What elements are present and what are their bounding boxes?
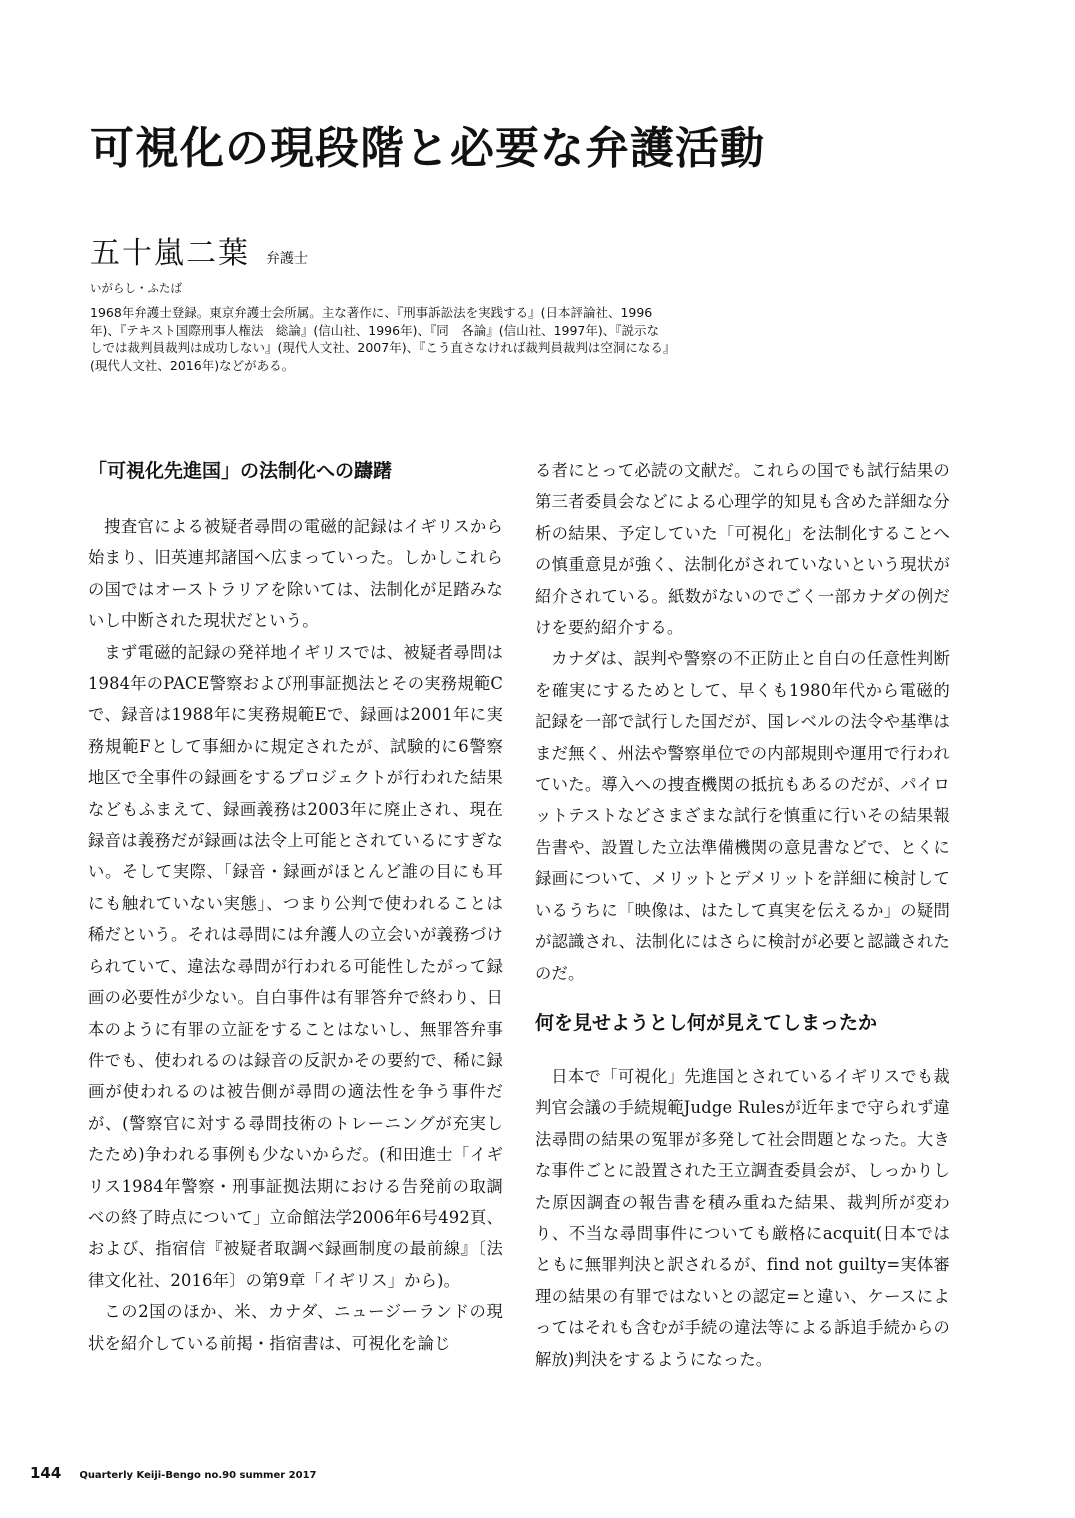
body-paragraph: まず電磁的記録の発祥地イギリスでは、被疑者尋問は1984年のPACE警察および刑事証拠法とその実務規範Cで、録音は1988年に実務規範Eで、録画は2001年に実務規範Fとして事細かに規定されたが、試験的に6警察地区で全事件の録画をするプロジェクトが行われた結果などもふまえて、録画義務は2003年に廃止され、現在録音は義務だが録画は法令上可能とされているにすぎない。そして実際、「録音・録画がほとんど誰の目にも耳にも触れていない実態」、つまり公判で使われることは稀だという。それは尋問には弁護人の立会いが義務づけられていて、違法な尋問が行われる可能性したがって録画の必要性が少ない。自白事件は有罪答弁で終わり、日本のように有罪の立証をすることはないし、無罪答弁事件でも、使われるのは録音の反訳かその要約で、稀に録画が使われるのは被告側が尋問の適法性を争う事件だが、(警察官に対する尋問技術のトレーニングが充実したため)争われる事例も少ないからだ。(和田進士「イギリス1984年警察・刑事証拠法期における告発前の取調べの終了時点について」立命館法学2006年6号492頁、および、指宿信『被疑者取調べ録画制度の最前線』〔法律文化社、2016年〕の第9章「イギリス」から)。 bbox=[88, 642, 503, 1290]
journal-name: Quarterly Keiji-Bengo no.90 summer 2017 bbox=[79, 1470, 317, 1481]
left-column bbox=[88, 455, 503, 1359]
author-bio: 1968年弁護士登録。東京弁護士会所属。主な著作に、『刑事訴訟法を実践する』(日本評論社、1996年)、『テキスト国際刑事人権法 総論』(信山社、1996年)、『同 各論』(信山社、1997年)、『説示なしでは裁判員裁判は成功しない』(現代人文社、2007年)、『こう直さなければ裁判員裁判は空洞になる』(現代人文社、2016年)などがある。 bbox=[90, 305, 670, 373]
author-reading: いがらし・ふたば bbox=[90, 281, 182, 295]
author-name: 五十嵐二葉 bbox=[90, 236, 250, 271]
body-paragraph: 日本で「可視化」先進国とされているイギリスでも裁判官会議の手続規範Judge Rulesが近年まで守られず違法尋問の結果の冤罪が多発して社会問題となった。大きな事件ごとに設置された王立調査委員会が、しっかりした原因調査の報告書を積み重ねた結果、裁判所が変わり、不当な尋問事件についても厳格にacquit(日本ではともに無罪判決と訳されるが、find not guilty=実体審理の結果の有罪ではないとの認定=と違い、ケースによってはそれも含むが手続の違法等による訴追手続からの解放)判決をするようになった。 bbox=[535, 1066, 950, 1369]
body-paragraph-continuation: る者にとって必読の文献だ。これらの国でも試行結果の第三者委員会などによる心理学的知見も含めた詳細な分析の結果、予定していた「可視化」を法制化することへの慎重意見が強く、法制化がされていないという現状が紹介されている。紙数がないのでごく一部カナダの例だけを要約紹介する。 bbox=[535, 461, 950, 638]
article-title: 可視化の現段階と必要な弁護活動 bbox=[90, 123, 765, 174]
right-column bbox=[535, 455, 950, 1375]
body-paragraph: カナダは、誤判や警察の不正防止と自白の任意性判断を確実にするためとして、早くも1980年代から電磁的記録を一部で試行した国だが、国レベルの法令や基準はまだ無く、州法や警察単位での内部規則や運用で行われていた。導入への捜査機関の抵抗もあるのだが、パイロットテストなどさまざまな試行を慎重に行いその結果報告書や、設置した立法準備機関の意見書などで、とくに録画について、メリットとデメリットを詳細に検討しているうちに「映像は、はたして真実を伝えるか」の疑問が認識され、法制化にはさらに検討が必要と認識されたのだ。 bbox=[535, 649, 950, 983]
page-footer bbox=[30, 1464, 316, 1482]
page-number: 144 bbox=[30, 1464, 62, 1482]
author-role: 弁護士 bbox=[266, 251, 308, 267]
section-heading-1: 「可視化先進国」の法制化への躊躇 bbox=[88, 460, 393, 482]
body-paragraph: 捜査官による被疑者尋問の電磁的記録はイギリスから始まり、旧英連邦諸国へ広まっていった。しかしこれらの国ではオーストラリアを除いては、法制化が足踏みないし中断された現状だという。 bbox=[88, 517, 503, 631]
section-heading-2: 何を見せようとし何が見えてしまったか bbox=[535, 1011, 878, 1034]
author-line bbox=[90, 228, 670, 272]
author-block bbox=[90, 228, 670, 374]
body-paragraph: この2国のほか、米、カナダ、ニュージーランドの現状を紹介している前掲・指宿書は、可視化を論じ bbox=[88, 1302, 503, 1353]
